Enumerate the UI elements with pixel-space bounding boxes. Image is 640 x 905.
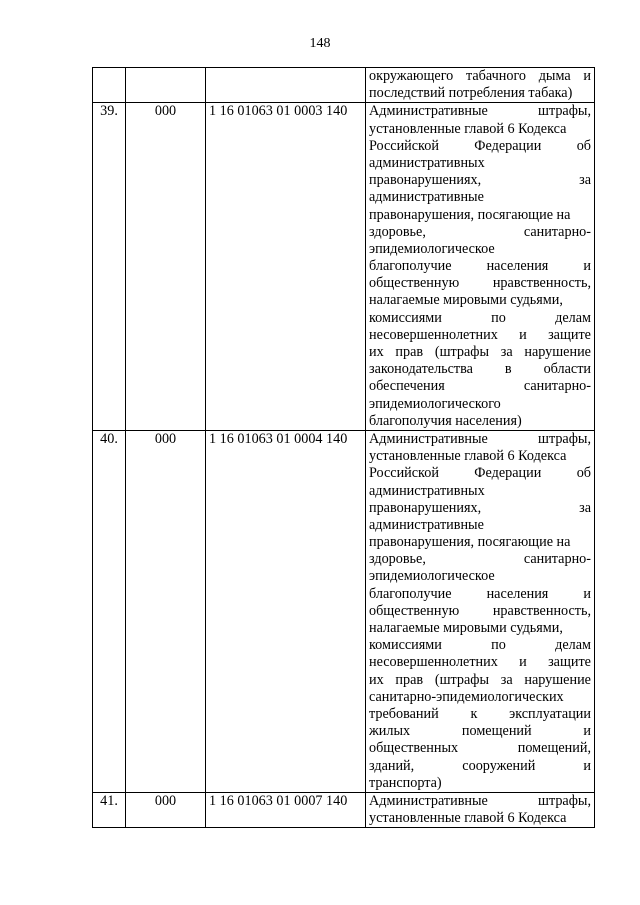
text-line: налагаемые мировыми судьями, xyxy=(369,620,563,636)
text-line: эпидемиологического xyxy=(369,395,501,412)
revenue-name-cell xyxy=(366,68,595,103)
text-line: комиссиями по делам xyxy=(369,637,591,654)
text-line: благополучие населения и xyxy=(369,258,591,275)
admin-code-cell: 000 xyxy=(126,792,206,827)
text-line: установленные главой 6 Кодекса xyxy=(369,448,567,465)
text-line: Административные штрафы, xyxy=(369,430,591,447)
text-line: санитарно-эпидемиологических xyxy=(369,688,564,705)
text-line: налагаемые мировыми судьями, xyxy=(369,292,563,309)
text-line: общественных помещений, xyxy=(369,740,591,757)
text-line: эпидемиологическое xyxy=(369,240,495,257)
text-line: установленные главой 6 Кодекса xyxy=(369,810,567,827)
text-line: комиссиями по делам xyxy=(369,309,591,326)
text-line: законодательства в области xyxy=(369,361,591,378)
text-line: правонарушениях, за xyxy=(369,499,591,516)
table-row xyxy=(93,792,595,827)
text-line: общественную нравственность, xyxy=(369,275,591,292)
budget-code-cell: 1 16 01063 01 0003 140 xyxy=(206,103,366,431)
text-line: Российской Федерации об xyxy=(369,137,591,154)
text-line: административных xyxy=(369,482,485,499)
budget-classification-table xyxy=(92,67,595,828)
row-number-cell xyxy=(93,68,126,103)
text-line: Административные штрафы, xyxy=(369,103,591,120)
row-number-cell: 39. xyxy=(93,103,126,431)
text-line: здоровье, санитарно- xyxy=(369,223,591,240)
text-line: благополучие населения и xyxy=(369,585,591,602)
revenue-name-cell xyxy=(366,430,595,792)
text-line: последствий потребления табака) xyxy=(369,85,573,102)
text-line: обеспечения санитарно- xyxy=(369,378,591,395)
text-line: административные xyxy=(369,516,484,533)
revenue-name-cell xyxy=(366,792,595,827)
text-line: требований к эксплуатации xyxy=(369,705,591,722)
table-body xyxy=(93,68,595,828)
admin-code-cell: 000 xyxy=(126,103,206,431)
text-line: благополучия населения) xyxy=(369,412,522,429)
table-row xyxy=(93,68,595,103)
budget-code-cell: 1 16 01063 01 0007 140 xyxy=(206,792,366,827)
text-line: их прав (штрафы за нарушение xyxy=(369,671,591,688)
text-line: здоровье, санитарно- xyxy=(369,551,591,568)
text-line: административных xyxy=(369,154,485,171)
text-line: установленные главой 6 Кодекса xyxy=(369,120,567,137)
admin-code-cell: 000 xyxy=(126,430,206,792)
text-line: несовершеннолетних и защите xyxy=(369,326,591,343)
budget-code-cell xyxy=(206,68,366,103)
text-line: зданий, сооружений и xyxy=(369,757,591,774)
text-line: правонарушения, посягающие на xyxy=(369,206,571,223)
row-number-cell: 41. xyxy=(93,792,126,827)
text-line: правонарушения, посягающие на xyxy=(369,534,571,551)
text-line: жилых помещений и xyxy=(369,723,591,740)
text-line: эпидемиологическое xyxy=(369,568,495,585)
text-line: несовершеннолетних и защите xyxy=(369,654,591,671)
text-line: общественную нравственность, xyxy=(369,602,591,619)
table-row xyxy=(93,103,595,431)
admin-code-cell xyxy=(126,68,206,103)
text-line: административные xyxy=(369,189,484,206)
budget-code-cell: 1 16 01063 01 0004 140 xyxy=(206,430,366,792)
text-line: транспорта) xyxy=(369,774,442,791)
row-number-cell: 40. xyxy=(93,430,126,792)
text-line: правонарушениях, за xyxy=(369,172,591,189)
revenue-name-cell xyxy=(366,103,595,431)
text-line: их прав (штрафы за нарушение xyxy=(369,344,591,360)
table-row xyxy=(93,430,595,792)
page-number: 148 xyxy=(309,36,331,51)
text-line: окружающего табачного дыма и xyxy=(369,68,591,84)
text-line: Российской Федерации об xyxy=(369,465,591,482)
text-line: Административные штрафы, xyxy=(369,792,591,809)
